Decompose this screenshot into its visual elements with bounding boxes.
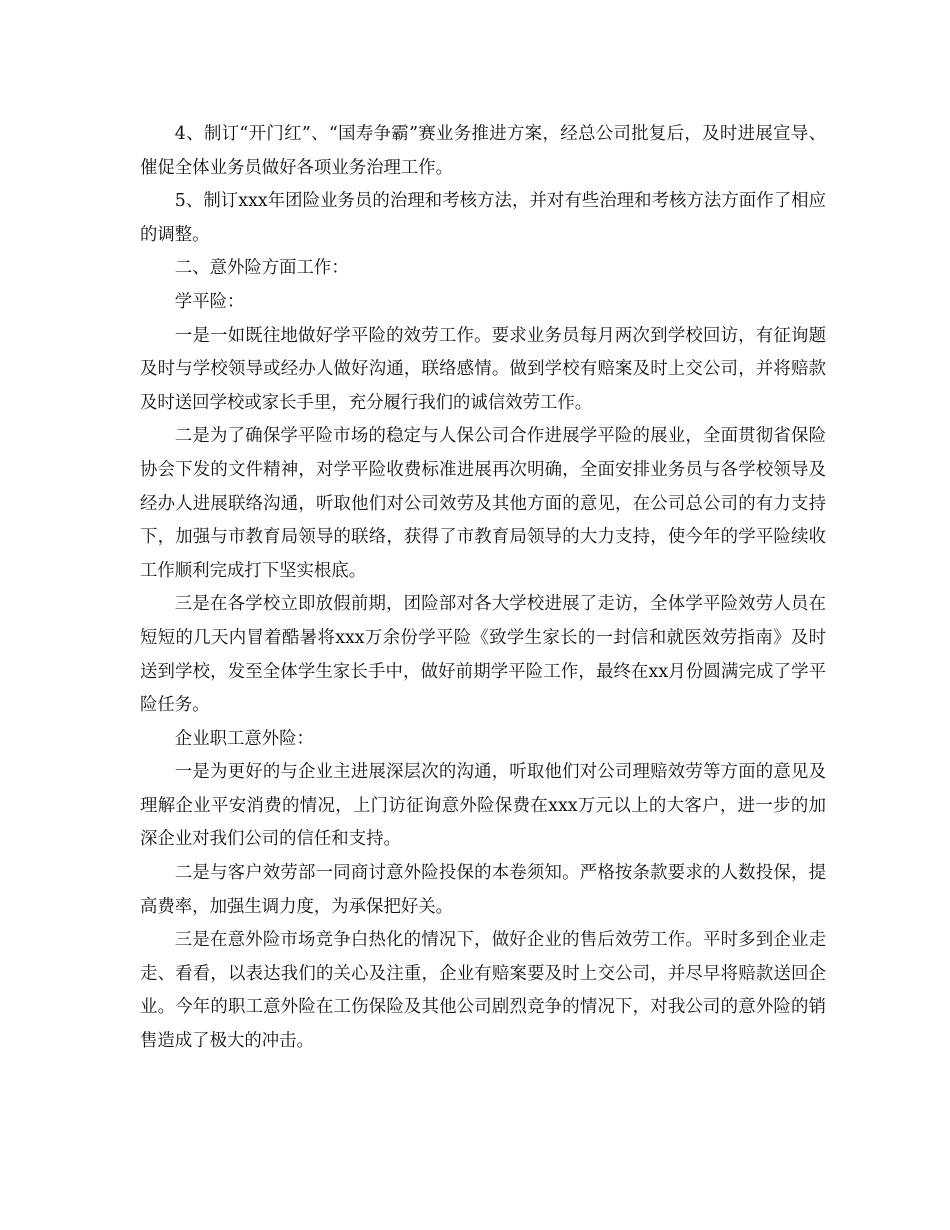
- paragraph-item-5: 5、制订xxx年团险业务员的治理和考核方法，并对有些治理和考核方法方面作了相应的调整。: [140, 191, 826, 245]
- paragraph-student-third: 三是在各学校立即放假前期，团险部对各大学校进展了走访，全体学平险效劳人员在短短的几天内冒着酷暑将xxx万余份学平险《致学生家长的一封信和就医效劳指南》及时送到学校，发至全体学生家长手中，做好前期学平险工作，最终在xx月份圆满完成了学平险任务。: [140, 594, 826, 716]
- section-heading-accident-insurance: 二、意外险方面工作：: [174, 258, 349, 279]
- document-body: [140, 118, 826, 1059]
- paragraph-employee-first: 一是为更好的与企业主进展深层次的沟通，听取他们对公司理赔效劳等方面的意见及理解企业平安消费的情况，上门访征询意外险保费在xxx万元以上的大客户，进一步的加深企业对我们公司的信任和支持。: [140, 762, 826, 850]
- paragraph-employee-third: 三是在意外险市场竞争白热化的情况下，做好企业的售后效劳工作。平时多到企业走走、看看，以表达我们的关心及注重，企业有赔案要及时上交公司，并尽早将赔款送回企业。今年的职工意外险在工伤保险及其他公司剧烈竞争的情况下，对我公司的意外险的销售造成了极大的冲击。: [140, 930, 826, 1052]
- paragraph-item-4: 4、制订“开门红”、“国寿争霸”赛业务推进方案，经总公司批复后，及时进展宣导、催促全体业务员做好各项业务治理工作。: [140, 124, 826, 178]
- paragraph-student-second: 二是为了确保学平险市场的稳定与人保公司合作进展学平险的展业，全面贯彻省保险协会下发的文件精神，对学平险收费标准进展再次明确，全面安排业务员与各学校领导及经办人进展联络沟通，听取他们对公司效劳及其他方面的意见，在公司总公司的有力支持下，加强与市教育局领导的联络，获得了市教育局领导的大力支持，使今年的学平险续收工作顺利完成打下坚实根底。: [140, 426, 826, 581]
- paragraph-employee-second: 二是与客户效劳部一同商讨意外险投保的本卷须知。严格按条款要求的人数投保，提高费率，加强生调力度，为承保把好关。: [140, 863, 826, 917]
- subheading-employee-insurance: 企业职工意外险：: [174, 728, 314, 749]
- subheading-student-insurance: 学平险：: [174, 291, 245, 312]
- paragraph-student-first: 一是一如既往地做好学平险的效劳工作。要求业务员每月两次到学校回访，有征询题及时与学校领导或经办人做好沟通，联络感情。做到学校有赔案及时上交公司，并将赔款及时送回学校或家长手里，充分履行我们的诚信效劳工作。: [140, 325, 826, 413]
